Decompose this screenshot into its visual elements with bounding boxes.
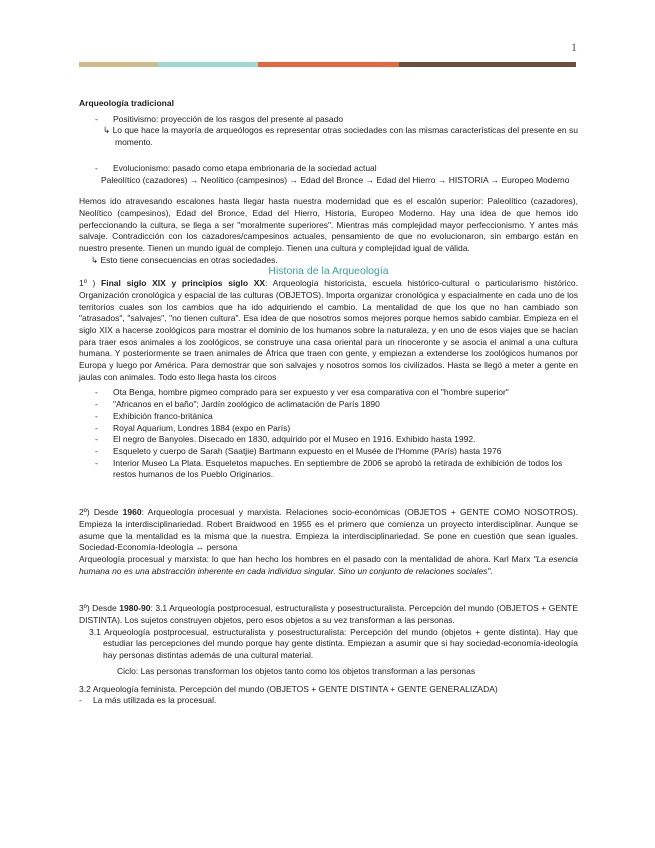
list-item: - Exhibición franco-británica xyxy=(79,411,578,423)
list-item: - La más utilizada es la procesual. xyxy=(79,695,578,707)
list-item: - Evolucionismo: pasado como etapa embrionaria de la sociedad actual xyxy=(79,163,578,175)
stage-period: Final siglo XIX y principios siglo XX xyxy=(101,278,266,289)
stage-2-paragraph xyxy=(79,507,578,554)
marxist-text: Arqueología procesual y marxista: lo que han hecho los hombres en el pasado con la mentalidad de ahora. Karl Marx xyxy=(79,553,534,564)
traditional-list xyxy=(79,114,578,126)
section-heading-traditional: Arqueología tradicional xyxy=(79,98,174,108)
stage-1-paragraph xyxy=(79,278,578,383)
list-item: - Interior Museo La Plata. Esqueletos mapuches. En septiembre de 2006 se aprobó la retirada de exhibición de todos los restos humanos de los Pueblo Originarios. xyxy=(79,458,578,481)
stage-3-subsection: 3.1 Arqueología postprocesual, estructuralista y posestructuralista: Percepción del mundo (objetos + gente distinta). Hay que estudiar las percepciones del mundo porque hay gente distinta. Empiezan a asumir que si hay sociedad-economía-ideología hay personas distintas además de una cultural material. xyxy=(89,626,578,661)
color-bar-segment xyxy=(158,62,258,67)
color-bar-segment xyxy=(258,62,399,67)
list-item-note: ↳ Lo que hace la mayoría de arqueólogos es representar otras sociedades con las mismas características del presente en su momento. xyxy=(103,125,578,148)
final-list xyxy=(79,695,578,707)
stage-text: : 3.1 Arqueología postprocesual, estructuralista y posestructuralista. Percepción del mundo (OBJETOS + GENTE DISTINTA). Los sujetos construyen objetos, pero esos objetos a su vez transforman a las personas. xyxy=(79,603,578,626)
list-item: - "Africanos en el baño"; Jardín zoológico de aclimatación de París 1890 xyxy=(79,399,578,411)
decorative-color-bar xyxy=(79,62,576,67)
stage-prefix: 3º) Desde xyxy=(79,603,120,614)
list-item: - El negro de Banyoles. Disecado en 1830, adquirido por el Museo en 1916. Exhibido hasta 1992. xyxy=(79,434,578,446)
list-item: - Royal Aquarium, Londres 1884 (expo en París) xyxy=(79,423,578,435)
stage-text: : Arqueología historicista, escuela histórico-cultural o particularismo histórico. Organización cronológica y espacial de las culturas (OBJETOS). Importa organizar cronológica y espacialmente en cada uno de los territorios cuales son los cambios que ha ido adquiriendo el cambio. La mentalidad de que los que no han cambiado son "atrasados", "salvajes", "no tienen cultura". Esa idea de que nosotros somos mejores porque hemos sabido cambiar. Empieza en el siglo XIX a hacerse zoológicos para mostrar el dominio de los humanos sobre la naturaleza, y en uno de esos viajes que se hacían para traer esos animales a los zoológicos, se construye una casa oriental para un rinoceronte y se asocia el animal a una cultura humana. Y posteriormente se traen animales de África que traen con gente, y empiezan a extenderse los zoológicos humanos por Europa y luego por América. Para demostrar que son salvajes y nosotros somos los civilizados. Hasta se llegó a meter a gente en jaulas con animales. Todo esto llega hasta los circos xyxy=(79,278,578,382)
section-title-history: Historia de la Arqueología xyxy=(268,265,389,278)
list-item: - Ota Benga, hombre pigmeo comprado para ser expuesto y ver esa comparativa con el "hombre superior" xyxy=(79,387,578,399)
stage-text: : Arqueología procesual y marxista. Relaciones socio-económicas (OBJETOS + GENTE COMO NOSOTROS). Empieza la interdisciplinariedad. Robert Braidwood en 1955 es el primero que comienza un proyecto interdisciplinar. Aunque se asume que la mentalidad es la misma que la nuestra. Empieza la interdisciplinariedad. Se pone en cuestión que sean iguales. Sociedad-Economía-Ideología ↔ persona xyxy=(79,507,578,553)
paragraph: Hemos ido atravesando escalones hasta llegar hasta nuestra modernidad que es el escalón superior: Paleolítico (cazadores), Neolítico (campesinos), Edad del Bronce, Edad del Hierro, Historia, Europeo Moderno. Hay una idea de que hemos ido perfeccionando la cultura, se llega a ser "moralmente superiores". Mientras más complejidad mayor perfeccionismo. Y antes más salvaje. Contradicción con los cazadores/campesinos actuales, pensamiento de que no evolucionaron, sin embargo están en nuestro presente. Tienen un mundo igual de complejo. Tienen una cultura y complejidad igual de válida. xyxy=(79,196,578,254)
list-item: - Esqueleto y cuerpo de Sarah (Saatjie) Bartmann expuesto en el Musée de l'Homme (PArís) hasta 1976 xyxy=(79,446,578,458)
stage-prefix: 1º ) xyxy=(79,278,102,289)
stage-period: 1960 xyxy=(122,507,142,518)
page-number: 1 xyxy=(571,40,577,54)
examples-list xyxy=(79,387,578,481)
cycle-note: Ciclo: Las personas transforman los objetos tanto como los objetos transforman a las personas xyxy=(117,665,476,676)
list-item: - Positivismo: proyección de los rasgos del presente al pasado xyxy=(79,114,578,126)
paragraph-note: ↳ Esto tiene consecuencias en otras sociedades. xyxy=(91,254,278,265)
stage-prefix: 2º) Desde xyxy=(79,507,123,518)
stage-3-subsection-feminist: 3.2 Arqueología feminista. Percepción del mundo (OBJETOS + GENTE DISTINTA + GENTE GENERALIZADA) xyxy=(79,683,498,694)
marx-quote: "La esencia humana no es una abstracción inherente en cada individuo singular. Sino un conjunto de relaciones sociales". xyxy=(79,553,578,576)
traditional-list xyxy=(79,163,578,175)
stage-3-paragraph xyxy=(79,603,578,626)
document-body xyxy=(79,98,578,707)
marxist-paragraph xyxy=(79,554,578,577)
stage-period: 1980-90 xyxy=(119,603,151,614)
color-bar-segment xyxy=(399,62,576,67)
color-bar-segment xyxy=(79,62,158,67)
evolution-sequence: Paleolítico (cazadores) → Neolítico (campesinos) → Edad del Bronce → Edad del Hierro → HISTORIA → Europeo Moderno xyxy=(101,174,570,185)
